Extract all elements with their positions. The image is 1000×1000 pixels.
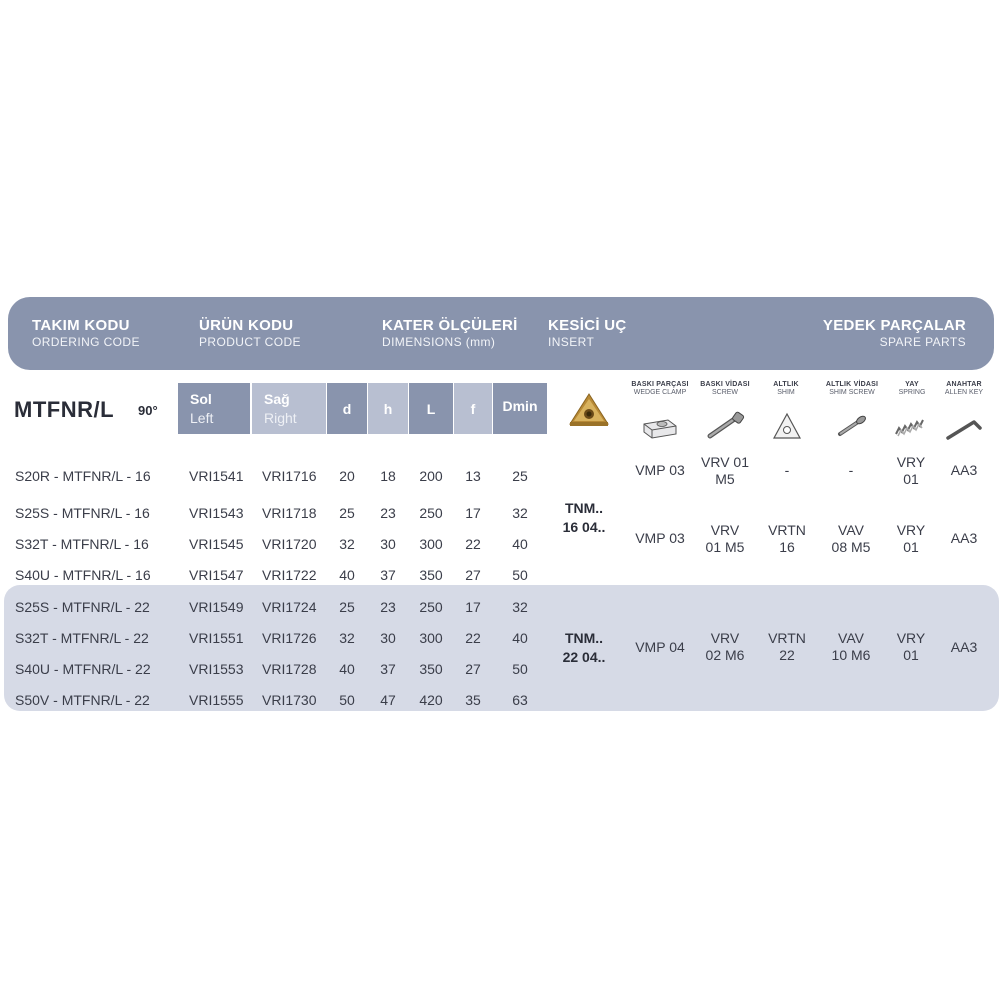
product-code-left: VRI1553 xyxy=(189,661,244,677)
dim-h: 37 xyxy=(380,567,396,583)
shim-screw-value-line2: 08 M5 xyxy=(831,539,871,555)
screw-value-line2: 02 M6 xyxy=(705,647,745,663)
spare-header-shim-title: ALTLIK xyxy=(773,381,799,388)
shim-value-line1: VRTN xyxy=(768,522,806,538)
screw-value-line1: VRV 01 xyxy=(701,454,749,470)
insert-icon xyxy=(566,390,612,428)
ordering-code: S32T - MTFNR/L - 16 xyxy=(15,536,149,552)
product-code-subtitle: PRODUCT CODE xyxy=(199,335,301,349)
column-L xyxy=(409,383,453,434)
shim-value xyxy=(752,630,822,664)
dim-h: 30 xyxy=(380,630,396,646)
dim-d: 32 xyxy=(339,536,355,552)
product-code-right: VRI1720 xyxy=(262,536,317,552)
column-h xyxy=(368,383,408,434)
dim-L: 350 xyxy=(419,661,443,677)
table-row xyxy=(0,561,1000,591)
column-d-label: d xyxy=(342,401,352,417)
dim-f: 27 xyxy=(465,661,481,677)
dim-dmin: 50 xyxy=(512,661,528,677)
spring-icon xyxy=(892,410,928,440)
insert-header xyxy=(548,317,627,349)
dim-dmin: 50 xyxy=(512,567,528,583)
shim-screw-value-line1: VAV xyxy=(838,630,864,646)
ordering-code: S40U - MTFNR/L - 16 xyxy=(15,567,151,583)
spring-value-line2: 01 xyxy=(903,539,919,555)
spare-parts-header xyxy=(823,317,966,349)
screw-value-line1: VRV xyxy=(710,630,740,646)
dim-L: 350 xyxy=(419,567,443,583)
dimensions-header xyxy=(382,317,518,349)
dim-h: 47 xyxy=(380,692,396,708)
dim-d: 40 xyxy=(339,661,355,677)
shim-value-line1: VRTN xyxy=(768,630,806,646)
wedge-clamp-value: VMP 03 xyxy=(635,530,685,546)
wedge-clamp-icon xyxy=(640,410,680,440)
dimensions-title: KATER ÖLÇÜLERİ xyxy=(382,317,518,334)
wedge-clamp-value: VMP 03 xyxy=(635,462,685,478)
dim-dmin: 25 xyxy=(512,468,528,484)
screw-value-line2: M5 xyxy=(715,471,735,487)
insert-title: KESİCİ UÇ xyxy=(548,317,627,334)
allen-key-value: AA3 xyxy=(950,462,978,478)
dim-d: 40 xyxy=(339,567,355,583)
insert-code-22 xyxy=(549,629,619,667)
dim-h: 18 xyxy=(380,468,396,484)
shim-value xyxy=(752,522,822,556)
product-code-right: VRI1724 xyxy=(262,599,317,615)
product-code-left: VRI1555 xyxy=(189,692,244,708)
column-d xyxy=(327,383,367,434)
shim-icon xyxy=(770,410,804,442)
insert-code-16 xyxy=(549,499,619,537)
dim-h: 23 xyxy=(380,505,396,521)
column-f-label: f xyxy=(470,401,476,417)
spring-value-line1: VRY xyxy=(896,522,926,538)
column-dmin xyxy=(493,383,547,434)
product-code-left: VRI1545 xyxy=(189,536,244,552)
dim-f: 35 xyxy=(465,692,481,708)
insert-code-22-line2: 22 04.. xyxy=(562,649,606,665)
allen-key-value: AA3 xyxy=(950,639,978,655)
spare-parts-title: YEDEK PARÇALAR xyxy=(822,317,966,334)
dim-h: 37 xyxy=(380,661,396,677)
shim-screw-value: - xyxy=(848,462,854,478)
product-code-right: VRI1716 xyxy=(262,468,317,484)
shim-screw-value-line1: VAV xyxy=(838,522,864,538)
screw-value-line1: VRV xyxy=(710,522,740,538)
dim-L: 200 xyxy=(419,468,443,484)
dim-d: 25 xyxy=(339,505,355,521)
ordering-code: S25S - MTFNR/L - 16 xyxy=(15,505,150,521)
column-sol-left xyxy=(178,383,250,434)
product-code-right: VRI1726 xyxy=(262,630,317,646)
spare-header-wedge-clamp-title: BASKI PARÇASI xyxy=(631,381,689,388)
table-row xyxy=(0,686,1000,716)
dim-f: 22 xyxy=(465,630,481,646)
ordering-code: S32T - MTFNR/L - 22 xyxy=(15,630,149,646)
dim-dmin: 63 xyxy=(512,692,528,708)
ordering-code: S25S - MTFNR/L - 22 xyxy=(15,599,150,615)
spring-value-line1: VRY xyxy=(896,454,926,470)
spare-header-shim-screw-subtitle: SHIM SCREW xyxy=(829,389,875,396)
ordering-code: S40U - MTFNR/L - 22 xyxy=(15,661,151,677)
dim-f: 17 xyxy=(465,505,481,521)
spring-value-line1: VRY xyxy=(896,630,926,646)
screw-icon xyxy=(704,410,746,440)
column-f xyxy=(454,383,492,434)
ordering-code-subtitle: ORDERING CODE xyxy=(32,335,140,349)
dim-L: 250 xyxy=(419,505,443,521)
dim-d: 32 xyxy=(339,630,355,646)
spare-header-allen-key-title: ANAHTAR xyxy=(946,381,982,388)
column-sag-right xyxy=(252,383,326,434)
spare-header-wedge-clamp-subtitle: WEDGE CLAMP xyxy=(633,389,687,396)
ordering-code-title: TAKIM KODU xyxy=(32,317,130,334)
product-code-right: VRI1722 xyxy=(262,567,317,583)
product-code-left: VRI1549 xyxy=(189,599,244,615)
table-row xyxy=(0,593,1000,623)
dim-dmin: 40 xyxy=(512,536,528,552)
dim-h: 30 xyxy=(380,536,396,552)
dimensions-subtitle: DIMENSIONS (mm) xyxy=(382,335,496,349)
ordering-code: S20R - MTFNR/L - 16 xyxy=(15,468,151,484)
product-code-left: VRI1543 xyxy=(189,505,244,521)
dim-h: 23 xyxy=(380,599,396,615)
spring-value-line2: 01 xyxy=(903,647,919,663)
product-code-left: VRI1551 xyxy=(189,630,244,646)
dim-L: 300 xyxy=(419,536,443,552)
dim-f: 13 xyxy=(465,468,481,484)
dim-dmin: 32 xyxy=(512,505,528,521)
column-sag-title: Sağ xyxy=(264,391,290,407)
column-dmin-label: Dmin xyxy=(502,398,538,414)
shim-value-line2: 22 xyxy=(779,647,795,663)
insert-code-16-line1: TNM.. xyxy=(564,500,604,516)
spare-header-allen-key-subtitle: ALLEN KEY xyxy=(944,389,984,396)
product-code-right: VRI1730 xyxy=(262,692,317,708)
dim-f: 22 xyxy=(465,536,481,552)
shim-value-line2: 16 xyxy=(779,539,795,555)
column-sol-subtitle: Left xyxy=(190,410,214,426)
ordering-code: S50V - MTFNR/L - 22 xyxy=(15,692,150,708)
insert-code-16-line2: 16 04.. xyxy=(562,519,606,535)
product-code-left: VRI1541 xyxy=(189,468,244,484)
spare-header-spring-subtitle: SPRING xyxy=(898,389,926,396)
screw-value xyxy=(690,522,760,556)
spare-header-shim-subtitle: SHIM xyxy=(777,389,795,396)
table-header-band xyxy=(8,297,994,370)
dim-d: 20 xyxy=(339,468,355,484)
allen-key-value: AA3 xyxy=(950,530,978,546)
product-code-header xyxy=(199,317,301,349)
column-sag-subtitle: Right xyxy=(264,410,297,426)
dim-dmin: 40 xyxy=(512,630,528,646)
spare-header-screw-subtitle: SCREW xyxy=(711,389,739,396)
product-code-right: VRI1718 xyxy=(262,505,317,521)
dim-d: 25 xyxy=(339,599,355,615)
tool-name: MTFNR/L xyxy=(14,397,115,422)
dim-L: 250 xyxy=(419,599,443,615)
shim-screw-icon xyxy=(834,410,870,440)
ordering-code-header xyxy=(32,317,140,349)
screw-value xyxy=(690,454,760,488)
dim-L: 300 xyxy=(419,630,443,646)
spring-value-line2: 01 xyxy=(903,471,919,487)
column-sol-title: Sol xyxy=(190,391,212,407)
dim-L: 420 xyxy=(419,692,443,708)
dim-f: 27 xyxy=(465,567,481,583)
column-h-label: h xyxy=(383,401,393,417)
product-code-left: VRI1547 xyxy=(189,567,244,583)
dim-f: 17 xyxy=(465,599,481,615)
wedge-clamp-value: VMP 04 xyxy=(635,639,685,655)
tool-angle: 90° xyxy=(138,403,158,418)
product-code-right: VRI1728 xyxy=(262,661,317,677)
spare-header-screw-title: BASKI VİDASI xyxy=(700,381,750,388)
product-code-title: ÜRÜN KODU xyxy=(199,317,294,334)
dim-dmin: 32 xyxy=(512,599,528,615)
insert-code-22-line1: TNM.. xyxy=(564,630,604,646)
shim-screw-value-line2: 10 M6 xyxy=(831,647,871,663)
spare-header-allen-key xyxy=(924,381,1000,396)
column-L-label: L xyxy=(426,401,436,417)
screw-value xyxy=(690,630,760,664)
insert-subtitle: INSERT xyxy=(548,335,595,349)
dim-d: 50 xyxy=(339,692,355,708)
screw-value-line2: 01 M5 xyxy=(705,539,745,555)
spare-header-spring-title: YAY xyxy=(905,381,919,388)
spare-parts-subtitle: SPARE PARTS xyxy=(879,335,966,349)
allen-key-icon xyxy=(944,410,984,442)
spare-header-shim-screw-title: ALTLIK VİDASI xyxy=(825,381,879,388)
shim-value: - xyxy=(784,462,790,478)
